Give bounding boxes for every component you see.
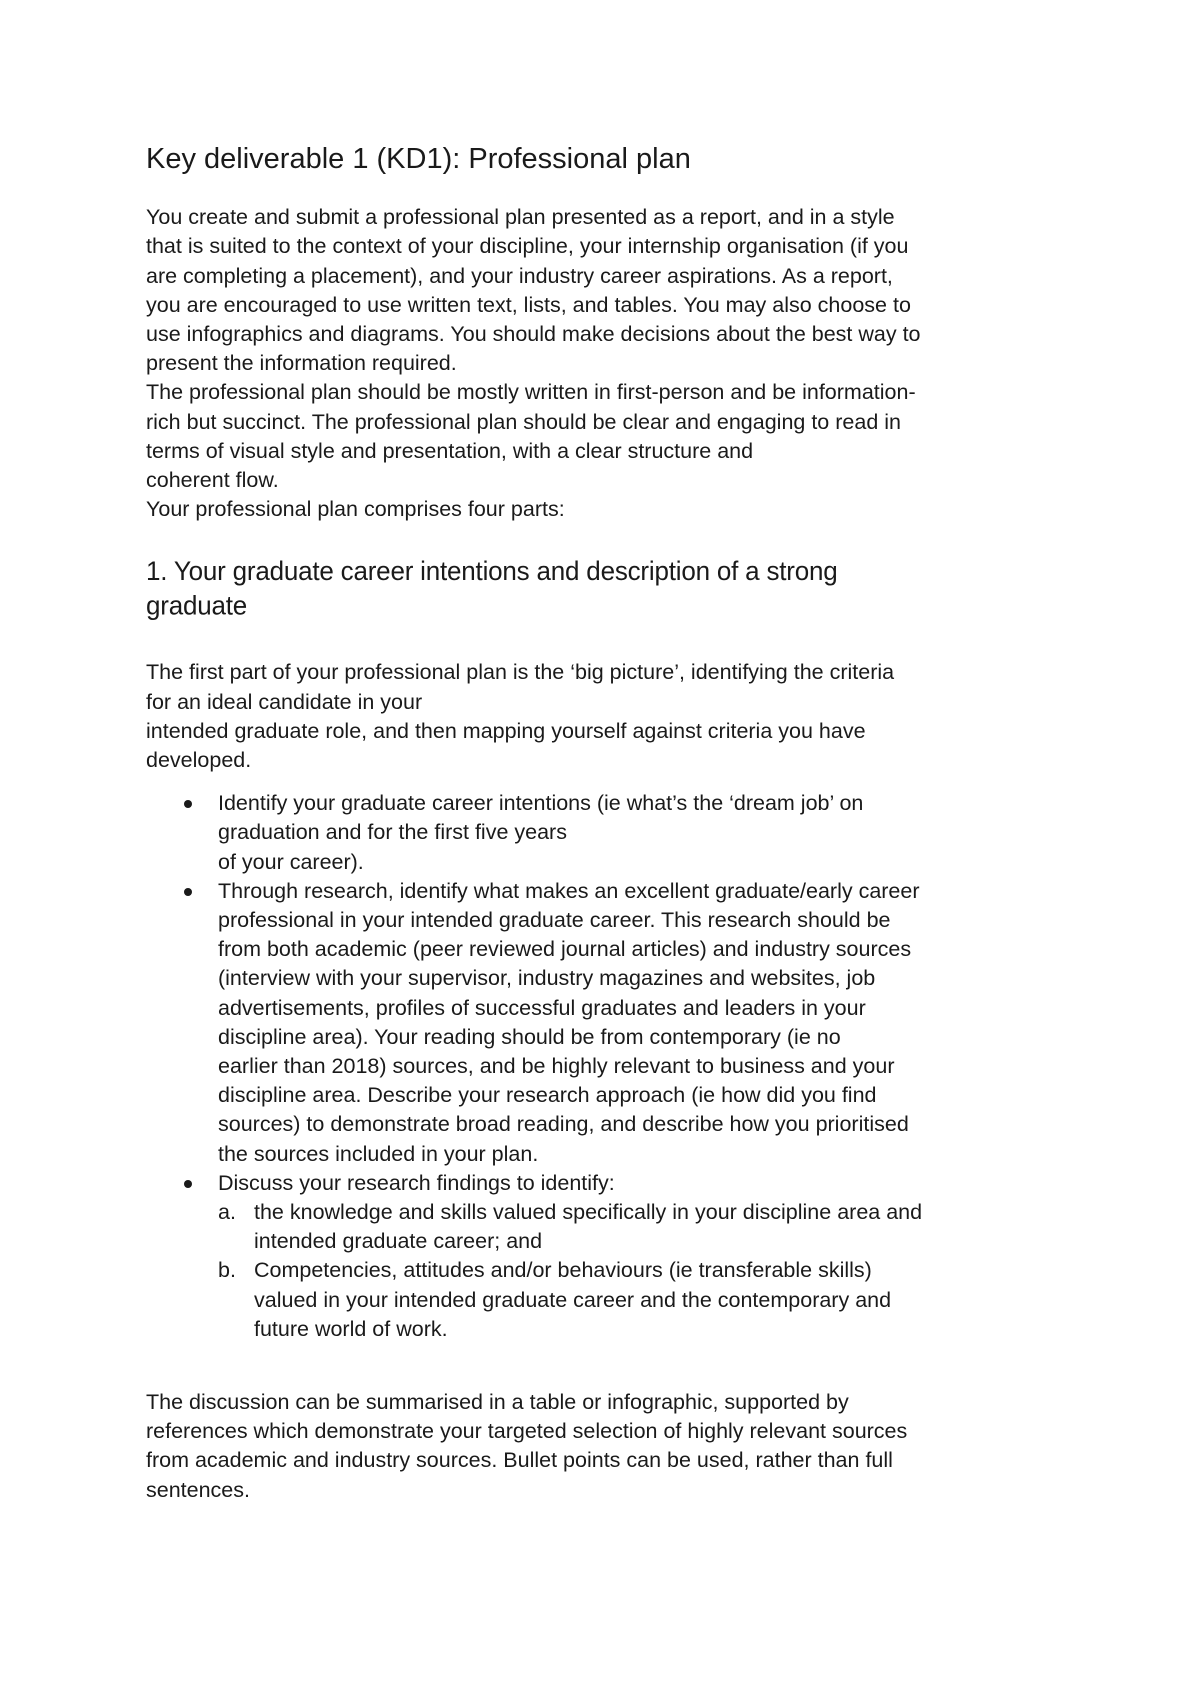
- bullet-line: sources) to demonstrate broad reading, and describe how you prioritised: [218, 1112, 909, 1137]
- intro-line: The professional plan should be mostly written in first-person and be information-: [146, 380, 916, 405]
- section-intro-line: The first part of your professional plan is the ‘big picture’, identifying the criteria: [146, 660, 895, 685]
- closing-line: sentences.: [146, 1477, 250, 1502]
- section-intro-line: for an ideal candidate in your: [146, 689, 423, 714]
- intro-line: You create and submit a professional plan presented as a report, and in a style: [146, 205, 895, 230]
- closing-line: The discussion can be summarised in a table or infographic, supported by: [146, 1390, 849, 1415]
- intro-line: that is suited to the context of your discipline, your internship organisation (if you: [146, 234, 909, 259]
- bullet-line: earlier than 2018) sources, and be highly relevant to business and your: [218, 1054, 895, 1079]
- section-1-heading: [146, 554, 1066, 623]
- bullet-line: the sources included in your plan.: [218, 1141, 539, 1166]
- intro-line: you are encouraged to use written text, lists, and tables. You may also choose to: [146, 292, 911, 317]
- closing-line: references which demonstrate your targeted selection of highly relevant sources: [146, 1419, 908, 1444]
- section-1-bullet-list: [146, 789, 1066, 1344]
- section-intro-line: developed.: [146, 747, 252, 772]
- bullet-line: Discuss your research findings to identify:: [218, 1170, 615, 1195]
- bullet-line: advertisements, profiles of successful graduates and leaders in your: [218, 995, 866, 1020]
- list-item: [146, 1169, 1066, 1344]
- sub-list-marker: a.: [218, 1200, 236, 1225]
- section-heading-line: graduate: [146, 590, 248, 622]
- intro-line: rich but succinct. The professional plan should be clear and engaging to read in: [146, 409, 901, 434]
- list-item: [146, 789, 1066, 877]
- section-heading-line: 1. Your graduate career intentions and description of a strong: [146, 555, 838, 587]
- sub-list-item: [218, 1198, 1066, 1256]
- intro-line: are completing a placement), and your industry career aspirations. As a report,: [146, 263, 893, 288]
- document-page: [146, 140, 1066, 1505]
- bullet-line: discipline area). Your reading should be from contemporary (ie no: [218, 1024, 841, 1049]
- sub-list-line: future world of work.: [254, 1316, 448, 1341]
- sub-list: [218, 1198, 1066, 1344]
- bullet-line: discipline area. Describe your research approach (ie how did you find: [218, 1083, 877, 1108]
- document-title: Key deliverable 1 (KD1): Professional plan: [146, 143, 691, 175]
- intro-line: coherent flow.: [146, 467, 279, 492]
- intro-line: terms of visual style and presentation, with a clear structure and: [146, 438, 754, 463]
- bullet-line: (interview with your supervisor, industry magazines and websites, job: [218, 966, 876, 991]
- intro-line: present the information required.: [146, 351, 457, 376]
- list-item: [146, 877, 1066, 1169]
- intro-paragraph: [146, 203, 1066, 524]
- sub-list-marker: b.: [218, 1258, 236, 1283]
- section-1-intro: [146, 658, 1066, 775]
- sub-list-line: intended graduate career; and: [254, 1229, 543, 1254]
- sub-list-line: valued in your intended graduate career and the contemporary and: [254, 1287, 892, 1312]
- intro-line: Your professional plan comprises four parts:: [146, 497, 565, 522]
- sub-list-item: [218, 1256, 1066, 1344]
- section-1-closing: [146, 1388, 1066, 1505]
- bullet-line: from both academic (peer reviewed journal articles) and industry sources: [218, 937, 912, 962]
- bullet-line: professional in your intended graduate career. This research should be: [218, 908, 891, 932]
- bullet-line: Identify your graduate career intentions (ie what’s the ‘dream job’ on: [218, 791, 864, 816]
- section-intro-line: intended graduate role, and then mapping yourself against criteria you have: [146, 718, 866, 743]
- bullet-dot-icon: [184, 800, 192, 808]
- bullet-line: of your career).: [218, 849, 364, 874]
- sub-list-line: Competencies, attitudes and/or behaviours (ie transferable skills): [254, 1258, 872, 1283]
- intro-line: use infographics and diagrams. You should make decisions about the best way to: [146, 321, 921, 346]
- bullet-line: graduation and for the first five years: [218, 820, 567, 845]
- bullet-line: Through research, identify what makes an excellent graduate/early career: [218, 878, 920, 903]
- closing-line: from academic and industry sources. Bullet points can be used, rather than full: [146, 1448, 893, 1473]
- bullet-dot-icon: [184, 888, 192, 896]
- bullet-dot-icon: [184, 1180, 192, 1188]
- sub-list-line: the knowledge and skills valued specifically in your discipline area and: [254, 1200, 923, 1225]
